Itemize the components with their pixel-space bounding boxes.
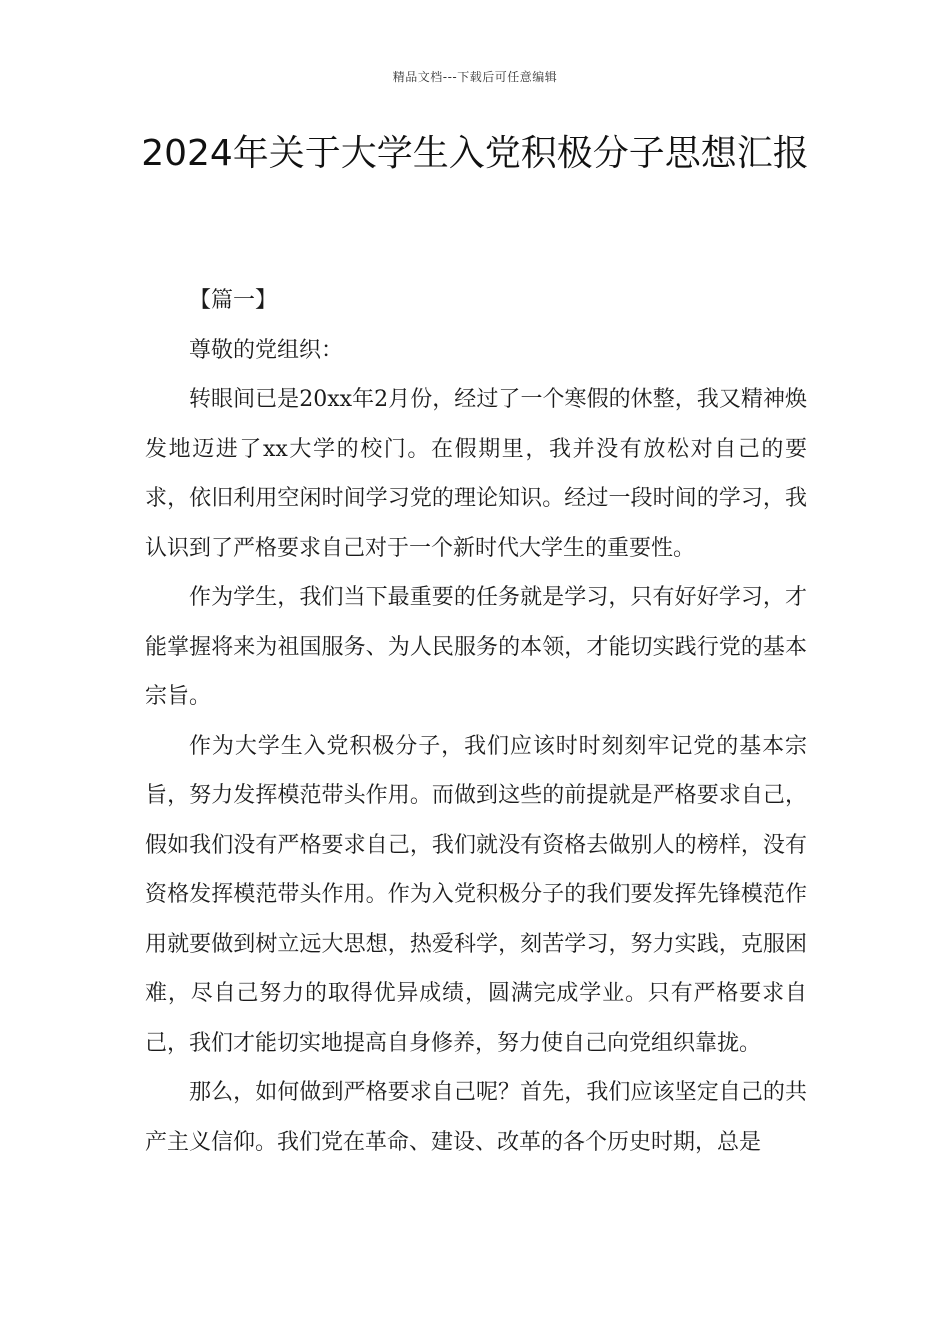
paragraph: 转眼间已是20xx年2月份，经过了一个寒假的休整，我又精神焕发地迈进了xx大学的校门。在假期里，我并没有放松对自己的要求，依旧利用空闲时间学习党的理论知识。经过一段时间的学习，我认识到了严格要求自己对于一个新时代大学生的重要性。: [145, 387, 807, 561]
paragraph: 作为学生，我们当下最重要的任务就是学习，只有好好学习，才能掌握将来为祖国服务、为人民服务的本领，才能切实践行党的基本宗旨。: [145, 585, 807, 709]
header-note: 精品文档---下载后可任意编辑: [392, 70, 558, 84]
document-body: [145, 276, 807, 1167]
section-label: 【篇一】: [189, 288, 278, 313]
paragraph: 那么，如何做到严格要求自己呢？首先，我们应该坚定自己的共产主义信仰。我们党在革命、建设、改革的各个历史时期，总是: [145, 1080, 807, 1155]
salutation: 尊敬的党组织：: [189, 337, 344, 363]
paragraph: 作为大学生入党积极分子，我们应该时时刻刻牢记党的基本宗旨，努力发挥模范带头作用。而做到这些的前提就是严格要求自己，假如我们没有严格要求自己，我们就没有资格去做别人的榜样，没有资格发挥模范带头作用。作为入党积极分子的我们要发挥先锋模范作用就要做到树立远大思想，热爱科学，刻苦学习，努力实践，克服困难，尽自己努力的取得优异成绩，圆满完成学业。只有严格要求自己，我们才能切实地提高自身修养，努力使自己向党组织靠拢。: [145, 733, 807, 1056]
document-title: 2024年关于大学生入党积极分子思想汇报: [141, 133, 809, 174]
